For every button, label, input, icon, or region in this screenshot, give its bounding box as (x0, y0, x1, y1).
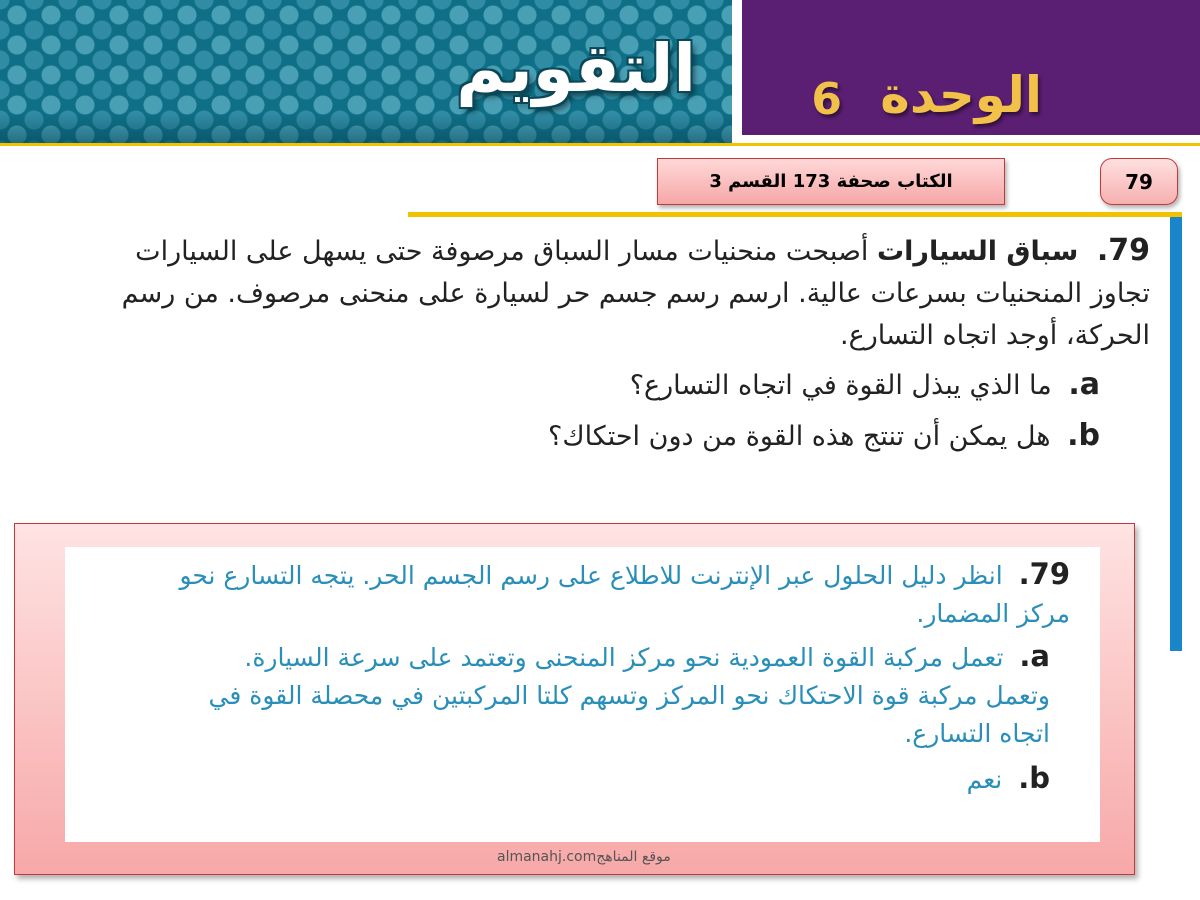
question-item-label: a. (1068, 367, 1100, 402)
header-unit-panel (742, 0, 1200, 135)
watermark: almanahj.comموقع المناهج (497, 849, 671, 865)
answer-item-text: تعمل مركبة القوة العمودية نحو مركز المنحنى وتعتمد على سرعة السيارة. وتعمل مركبة قوة الاحتكاك نحو المركز وتسهم كلتا المركبتين في محصلة القوة في اتجاه التسارع. (208, 643, 1050, 748)
answer-paragraph (65, 555, 1100, 633)
question-text: أصبحت منحنيات مسار السباق مرصوفة حتى يسهل على السيارات تجاوز المنحنيات بسرعات عالية. ارسم رسم جسم حر لسيارة على منحنى مرصوف. من رسم الحركة، أوجد اتجاه التسارع. (121, 236, 1150, 351)
answer-number: 79. (1018, 557, 1070, 591)
question-item-label: b. (1067, 418, 1100, 453)
subheader-divider (408, 212, 1182, 217)
answer-text: انظر دليل الحلول عبر الإنترنت للاطلاع على رسم الجسم الحر. يتجه التسارع نحو مركز المضمار. (179, 561, 1070, 628)
answer-item-a (65, 637, 1100, 753)
question-number-badge: 79 (1100, 158, 1178, 205)
answer-item-b (65, 759, 1100, 799)
question-number: 79. (1096, 233, 1150, 268)
unit-number: 6 (811, 74, 842, 125)
question-block (20, 230, 1150, 451)
header-title: التقويم (456, 30, 696, 107)
question-item-b (20, 418, 1100, 453)
answer-item-label: a. (1019, 639, 1050, 673)
question-item-text: ما الذي يبذل القوة في اتجاه التسارع؟ (629, 370, 1052, 401)
header-separator (732, 0, 742, 143)
question-paragraph (100, 230, 1150, 357)
answer-item-label: b. (1018, 761, 1050, 795)
header-pattern-panel (0, 0, 732, 143)
question-item-text: هل يمكن أن تنتج هذه القوة من دون احتكاك؟ (548, 421, 1051, 452)
answer-item-text: نعم (966, 765, 1003, 794)
question-title: سباق السيارات (877, 236, 1079, 267)
header-divider (0, 143, 1200, 146)
side-accent-bar (1170, 217, 1182, 651)
question-item-a (20, 367, 1100, 402)
answer-panel (65, 547, 1100, 842)
unit-label: الوحدة (880, 66, 1042, 124)
book-reference-box: الكتاب صحفة 173 القسم 3 (657, 158, 1005, 205)
